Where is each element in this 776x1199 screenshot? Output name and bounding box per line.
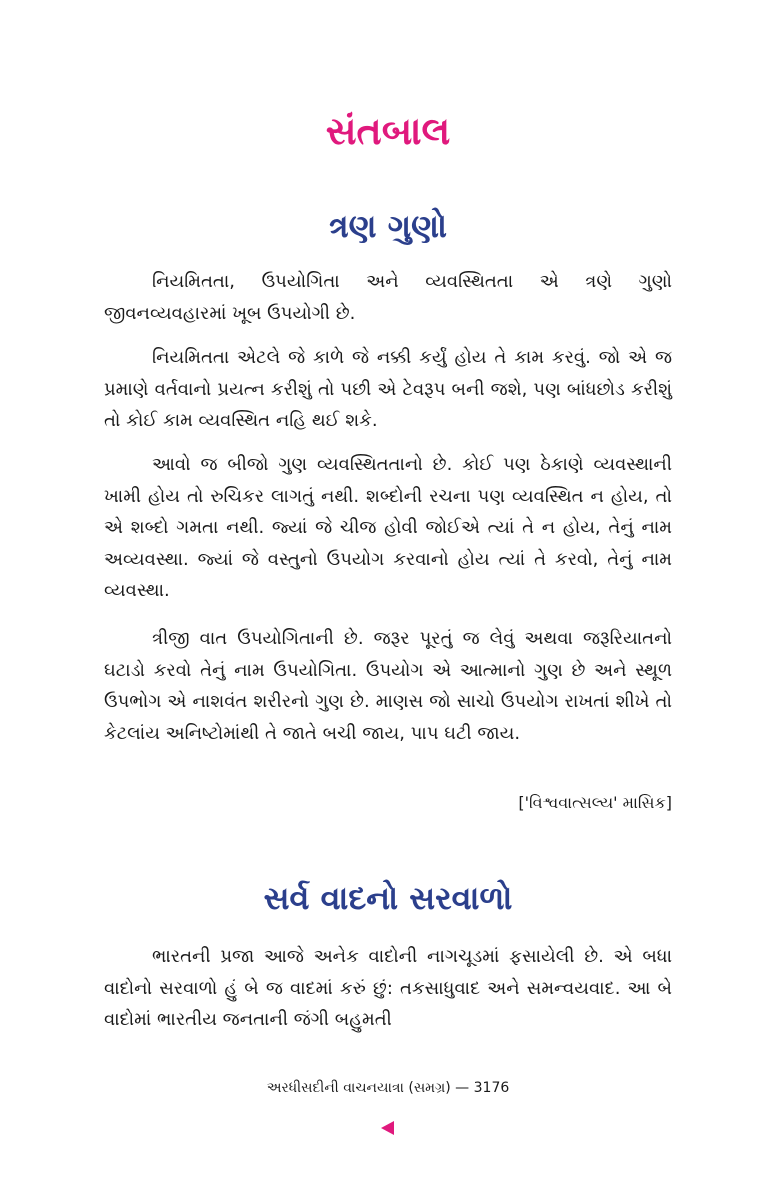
author-name: સંતબાલ: [325, 109, 451, 153]
left-arrow-icon[interactable]: [381, 1121, 394, 1135]
paragraph: ભારતની પ્રજા આજે અનેક વાદોની નાગચૂડમાં ફસાયેલી છે. એ બધા વાદોનો સરવાળો હું બે જ વાદમાં કરું છું: તકસાધુવાદ અને સમન્વયવાદ. આ બે વાદોમાં ભારતીય જનતાની જંગી બહુમતી: [104, 946, 672, 1030]
paragraph: આવો જ બીજો ગુણ વ્યવસ્થિતતાનો છે. કોઈ પણ ઠેકાણે વ્યવસ્થાની ખામી હોય તો રુચિકર લાગતું નથી. શબ્દોની રચના પણ વ્યવસ્થિત ન હોય, તો એ શબ્દો ગમતા નથી. જ્યાં જે ચીજ હોવી જોઈએ ત્યાં તે ન હોય, તેનું નામ અવ્યવસ્થા. જ્યાં જે વસ્તુનો ઉપયોગ કરવાનો હોય ત્યાં તે કરવો, તેનું નામ વ્યવસ્થા.: [104, 454, 672, 601]
article-title-sum-of-isms: સર્વ વાદનો સરવાળો: [263, 879, 513, 917]
source-citation: ['વિશ્વવાત્સલ્ય' માસિક]: [518, 793, 672, 812]
paragraph: ત્રીજી વાત ઉપયોગિતાની છે. જરૂર પૂરતું જ લેવું અથવા જરૂરિયાતનો ઘટાડો કરવો તેનું નામ ઉપયોગિતા. ઉપયોગ એ આત્માનો ગુણ છે અને સ્થૂળ ઉપભોગ એ નાશવંત શરીરનો ગુણ છે. માણસ જો સાચો ઉપયોગ રાખતાં શીખે તો કેટલાંય અનિષ્ટોમાંથી તે જાતે બચી જાય, પાપ ઘટી જાય.: [104, 628, 672, 744]
paragraph: નિયમિતતા, ઉપયોગિતા અને વ્યવસ્થિતતા એ ત્રણે ગુણો જીવનવ્યવહારમાં ખૂબ ઉપયોગી છે.: [104, 271, 672, 324]
paragraph: નિયમિતતા એટલે જે કાળે જે નક્કી કર્યું હોય તે કામ કરવું. જો એ જ પ્રમાણે વર્તવાનો પ્રયત્ન કરીશું તો પછી એ ટેવરૂપ બની જશે, પણ બાંધછોડ કરીશું તો કોઈ કામ વ્યવસ્થિત નહિ થઈ શકે.: [104, 347, 672, 431]
page-footer: અરધીસદીની વાચનયાત્રા (સમગ્ર) — 3176: [266, 1080, 510, 1096]
article-title-three-virtues: ત્રણ ગુણો: [329, 207, 447, 245]
